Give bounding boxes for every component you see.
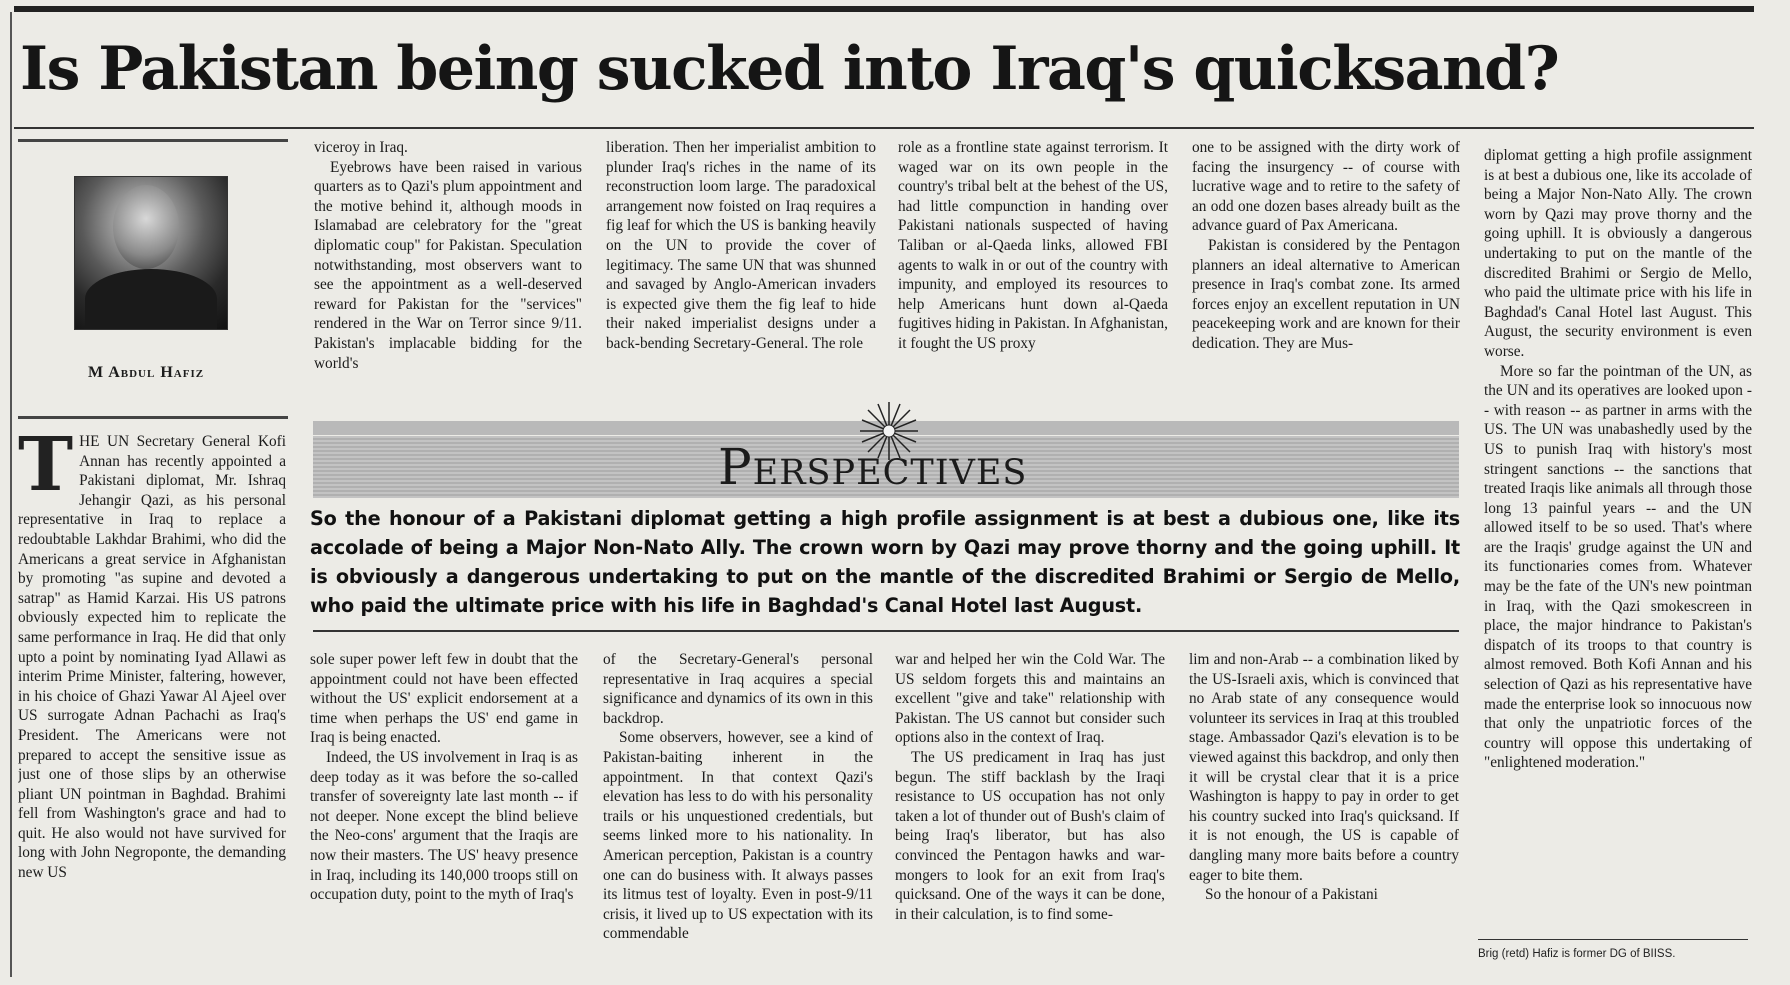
col2-bot-p2: Indeed, the US involvement in Iraq is as deep today as it was before the so-called transfer of sovereignty late last month -- if not deeper. None except the blind believe the Neo-cons' argument that the Iraqis are now their masters. The US' heavy presence in Iraq, including its 140,000 troops still on occupation duty, point to the myth of Iraq's (310, 748, 578, 904)
pull-quote-rule (313, 630, 1459, 632)
column-2-bottom (310, 650, 578, 972)
column-2-top (314, 138, 582, 396)
author-photo-head (113, 185, 179, 269)
col2-top-p2: Eyebrows have been raised in various quarters as to Qazi's plum appointment and the motive behind it, although moods in Islamabad are celebratory for the "great diplomatic coup" for Pakistan. Speculation notwithstanding, most observers want to see the appointment as a well-deserved reward for Pakistan for the "services" rendered in the War on Terror since 9/11. Pakistan's implacable bidding for the world's (314, 158, 582, 372)
col2-bot-p1: sole super power left few in doubt that the appointment could not have been effected without the US' explicit endorsement at a time when perhaps the US' end game in Iraq is being enacted. (310, 651, 578, 747)
col4-top-p1: role as a frontline state against terrorism. It waged war on its own people in the country's tribal belt at the behest of the US, had little compunction in handing over Pakistani nationals suspected of having Taliban or al-Qaeda links, allowed FBI agents to walk in or out of the country with impunity, and employed its resources to help Americans hunt down al-Qaeda fugitives hiding in Pakistan. In Afghanistan, it fought the US proxy (898, 139, 1168, 352)
column-6 (1484, 146, 1752, 936)
column-4-top (898, 138, 1168, 396)
column-1 (18, 432, 286, 962)
col6-p2: More so far the pointman of the UN, as the UN and its operatives are looked upon -- with reason -- as partner in arms with the US. The UN was unabashedly used by the US to punish Iraq with history's most stringent sanctions -- the sanctions that treated Iraqis like animals all through those long 13 painful years -- and the UN allowed itself to be so used. That's where are the Iraqis' grudge against the UN and its functionaries comes from. Whatever may be the fate of the UN's new pointman in Iraq, with the Qazi smokescreen in place, the major hindrance to Pakistan's dispatch of its troops to that country is almost removed. Both Kofi Annan and his selection of Qazi as his representative have made the enterprise look so innocuous now that only the unpatriotic forces of the country will oppose this undertaking of "enlightened moderation." (1484, 362, 1752, 772)
section-title: Perspectives (718, 438, 1028, 496)
author-footnote: Brig (retd) Hafiz is former DG of BIISS. (1478, 948, 1676, 960)
col5-bot-p2: So the honour of a Pakistani (1205, 886, 1378, 904)
headline: Is Pakistan being sucked into Iraq's quicksand? (20, 34, 1559, 104)
column-4-bottom (895, 650, 1165, 972)
col3-top-p1: liberation. Then her imperialist ambition to plunder Iraq's riches in the name of its reconstruction loom large. The paradoxical arrangement now foisted on Iraq requires a fig leaf for which the US is banking heavily on the UN to provide the cover of legitimacy. The same UN that was shunned and savaged by Anglo-American invaders is expected give them the fig leaf to hide their naked imperialist designs under a back-bending Secretary-General. The role (606, 139, 876, 352)
column-5-bottom (1189, 650, 1459, 972)
col6-p1: diplomat getting a high profile assignment is at best a dubious one, like its accolade of being a Major Non-Nato Ally. The crown worn by Qazi may prove thorny and the going uphill. It is obviously a dangerous undertaking to put on the mantle of the discredited Brahimi or Sergio de Mello, who paid the ultimate price with his life in Baghdad's Canal Hotel last August. This August, the security environment is even worse. (1484, 147, 1752, 360)
column-3-bottom (603, 650, 873, 972)
top-border (14, 6, 1754, 12)
author-photo-body (85, 269, 217, 329)
footnote-rule (1478, 939, 1748, 940)
pull-quote: So the honour of a Pakistani diplomat getting a high profile assignment is at best a dubious one, like its accolade of being a Major Non-Nato Ally. The crown worn by Qazi may prove thorny and the going uphill. It is obviously a dangerous undertaking to put on the mantle of the discredited Brahimi or Sergio de Mello, who paid the ultimate price with his life in Baghdad's Canal Hotel last August. (310, 507, 1460, 617)
column-3-top (606, 138, 876, 396)
column-5-top (1192, 138, 1460, 396)
left-column-rule (10, 12, 12, 977)
col5-bot-p1: lim and non-Arab -- a combination liked by the US-Israeli axis, which is convinced that no Arab state of any consequence would volunteer its services in Iraq at this troubled stage. Ambassador Qazi's elevation is to be viewed against this backdrop, and only then it will be crystal clear that it is a price Washington is happy to pay in order to get his country sucked into Iraq's quicksand. If it is not enough, the US is capable of dangling many more baits before a country eager to bite them. (1189, 651, 1459, 884)
author-photo-box (18, 139, 288, 422)
author-photo (74, 176, 228, 330)
col5-top-p2: Pakistan is considered by the Pentagon planners an ideal alternative to American presence in Iraq's combat zone. Its armed forces enjoy an excellent reputation in UN peacekeeping work and are known for their dedication. They are Mus- (1192, 236, 1460, 352)
headline-rule (14, 127, 1754, 129)
drop-cap: T (18, 432, 74, 508)
col1-paragraph (18, 432, 286, 883)
col2-top-p1: viceroy in Iraq. (314, 139, 408, 156)
col1-text: HE UN Secretary General Kofi Annan has recently appointed a Pakistani diplomat, Mr. Ishraq Jehangir Qazi, as his personal representative in Iraq to replace a redoubtable Lakhdar Brahimi, who did the Americans a great service in Afghanistan by promoting "as supine and devoted a satrap" as Hamid Karzai. His US patrons obviously expected him to replicate the same performance in Iraq. He did that only upto a point by nominating Iyad Allawi as interim Prime Minister, faltering, however, in his choice of Ghazi Yawar Al Ajeel over US surrogate Adnan Pachachi as Iraq's President. The Americans were not prepared to accept the sensitive issue as just one of those slips by an otherwise pliant UN pointman in Baghdad. Brahimi fell from Washington's grace and had to quit. He also would not have survived for long with John Negroponte, the demanding new US (18, 433, 286, 882)
col5-top-p1: one to be assigned with the dirty work of facing the insurgency -- of course with lucrative wage and to retire to the safety of an odd one dozen bases already built as the advance guard of Pax Americana. (1192, 139, 1460, 235)
col4-bot-p1: war and helped her win the Cold War. The US seldom forgets this and maintains an excellent "give and take" relationship with Pakistan. The US cannot but consider such options also in the context of Iraq. (895, 651, 1165, 747)
col3-bot-p1: of the Secretary-General's personal representative in Iraq acquires a special significance and dynamics of its own in this backdrop. (603, 651, 873, 727)
byline: M Abdul Hafiz (88, 364, 205, 381)
col4-bot-p2: The US predicament in Iraq has just begun. The stiff backlash by the Iraqi resistance to US occupation has not only taken a lot of thunder out of Bush's claim of being Iraq's liberator, but has also convinced the Pentagon hawks and war-mongers to look for an exit from Iraq's quicksand. One of the ways it can be done, in their calculation, is to find some- (895, 748, 1165, 923)
photo-box-rule (18, 416, 288, 419)
col3-bot-p2: Some observers, however, see a kind of Pakistan-baiting inherent in the appointment. In that context Qazi's elevation has less to do with his personality trails or his unquestioned credentials, but seems linked more to his nationality. In American perception, Pakistan is a country one can do business with. It always passes its litmus test of loyalty. Even in post-9/11 crisis, it lived up to US expectation with its commendable (603, 729, 873, 943)
